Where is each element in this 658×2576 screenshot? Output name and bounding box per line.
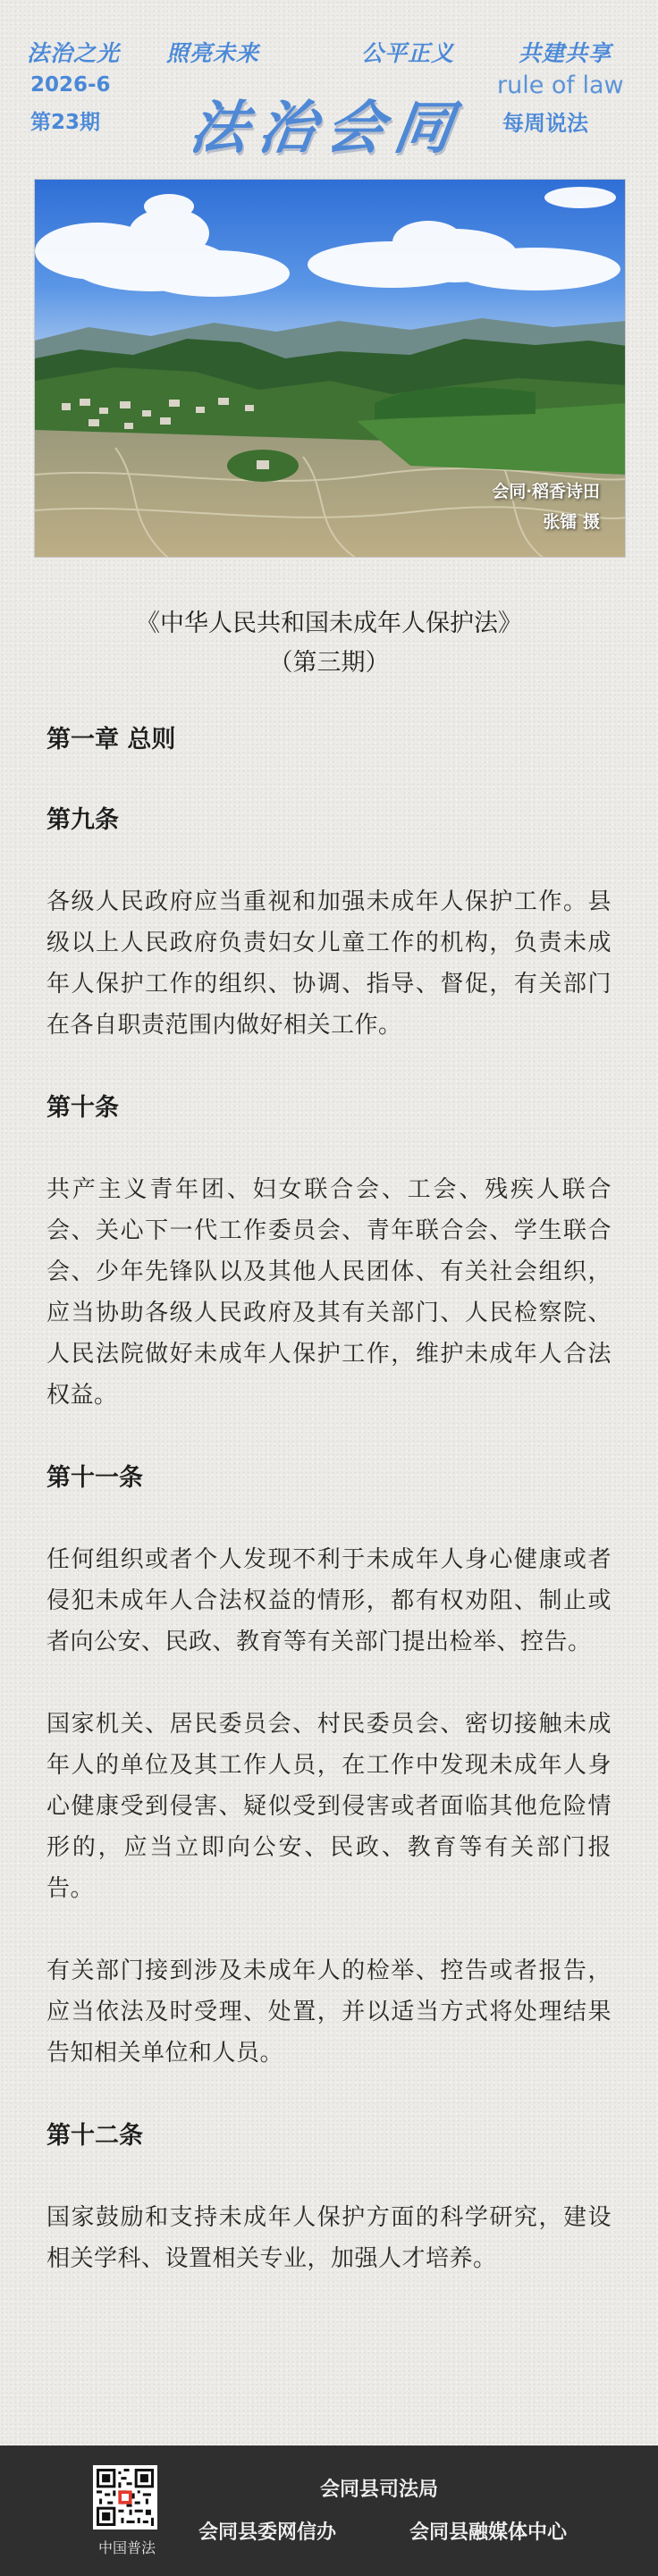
slogan-2: 照亮未来 [166, 40, 260, 66]
slogan-3: 公平正义 [361, 40, 455, 66]
org-justice-bureau: 会同县司法局 [320, 2479, 439, 2501]
footer-bar [0, 2446, 658, 2576]
article-12-heading: 第十二条 [46, 2122, 143, 2150]
weekly-label: 每周说法 [502, 111, 588, 136]
article-title [0, 604, 658, 683]
slogan-1: 法治之光 [27, 40, 121, 66]
article-10-heading: 第十条 [46, 1094, 119, 1122]
slogan-4: 共建共享 [519, 40, 612, 66]
masthead-header [0, 0, 658, 170]
qr-code-icon [97, 2469, 154, 2526]
article-11-paragraph-2: 国家机关、居民委员会、村民委员会、密切接触未成年人的单位及其工作人员，在工作中发现未成年人身心健康受到侵害、疑似受到侵害或者面临其他危险情形的，应当立即向公安、民政、教育等有关部门报告。 [46, 1711, 612, 1902]
photo-caption-credit: 张镭 摄 [543, 512, 600, 532]
article-body [46, 722, 612, 2279]
article-9-heading: 第九条 [46, 806, 119, 834]
article-11-heading: 第十一条 [46, 1464, 143, 1492]
article-9-paragraph: 各级人民政府应当重视和加强未成年人保护工作。县级以上人民政府负责妇女儿童工作的机构，负责未成年人保护工作的组织、协调、指导、督促，有关部门在各自职责范围内做好相关工作。 [46, 888, 612, 1039]
article-11-paragraph-3: 有关部门接到涉及未成年人的检举、控告或者报告，应当依法及时受理、处置，并以适当方式将处理结果告知相关单位和人员。 [46, 1957, 612, 2067]
issue-subtitle: （第三期） [268, 649, 390, 677]
issue-number: 第23期 [30, 111, 101, 134]
landscape-photo [34, 179, 626, 558]
issue-date: 2026-6 [30, 73, 111, 97]
photo-caption-title: 会同·稻香诗田 [492, 482, 600, 501]
qr-code[interactable] [93, 2465, 157, 2530]
org-cyberspace-office: 会同县委网信办 [198, 2521, 337, 2544]
law-title: 《中华人民共和国未成年人保护法》 [136, 610, 522, 637]
org-media-center: 会同县融媒体中心 [409, 2521, 568, 2544]
article-10-paragraph: 共产主义青年团、妇女联合会、工会、残疾人联合会、关心下一代工作委员会、青年联合会、学生联合会、少年先锋队以及其他人民团体、有关社会组织，应当协助各级人民政府及其有关部门、人民检察院、人民法院做好未成年人保护工作，维护未成年人合法权益。 [46, 1176, 612, 1409]
article-11-paragraph-1: 任何组织或者个人发现不利于未成年人身心健康或者侵犯未成年人合法权益的情形，都有权劝阻、制止或者向公安、民政、教育等有关部门提出检举、控告。 [46, 1546, 612, 1655]
english-subtitle: rule of law [497, 72, 624, 99]
chapter-heading: 第一章 总则 [46, 726, 176, 753]
masthead-title: 法治会同 [185, 95, 468, 162]
photo-caption [492, 476, 600, 537]
qr-label: 中国普法 [97, 2539, 156, 2556]
article-12-paragraph: 国家鼓励和支持未成年人保护方面的科学研究，建设相关学科、设置相关专业，加强人才培养。 [46, 2204, 612, 2272]
